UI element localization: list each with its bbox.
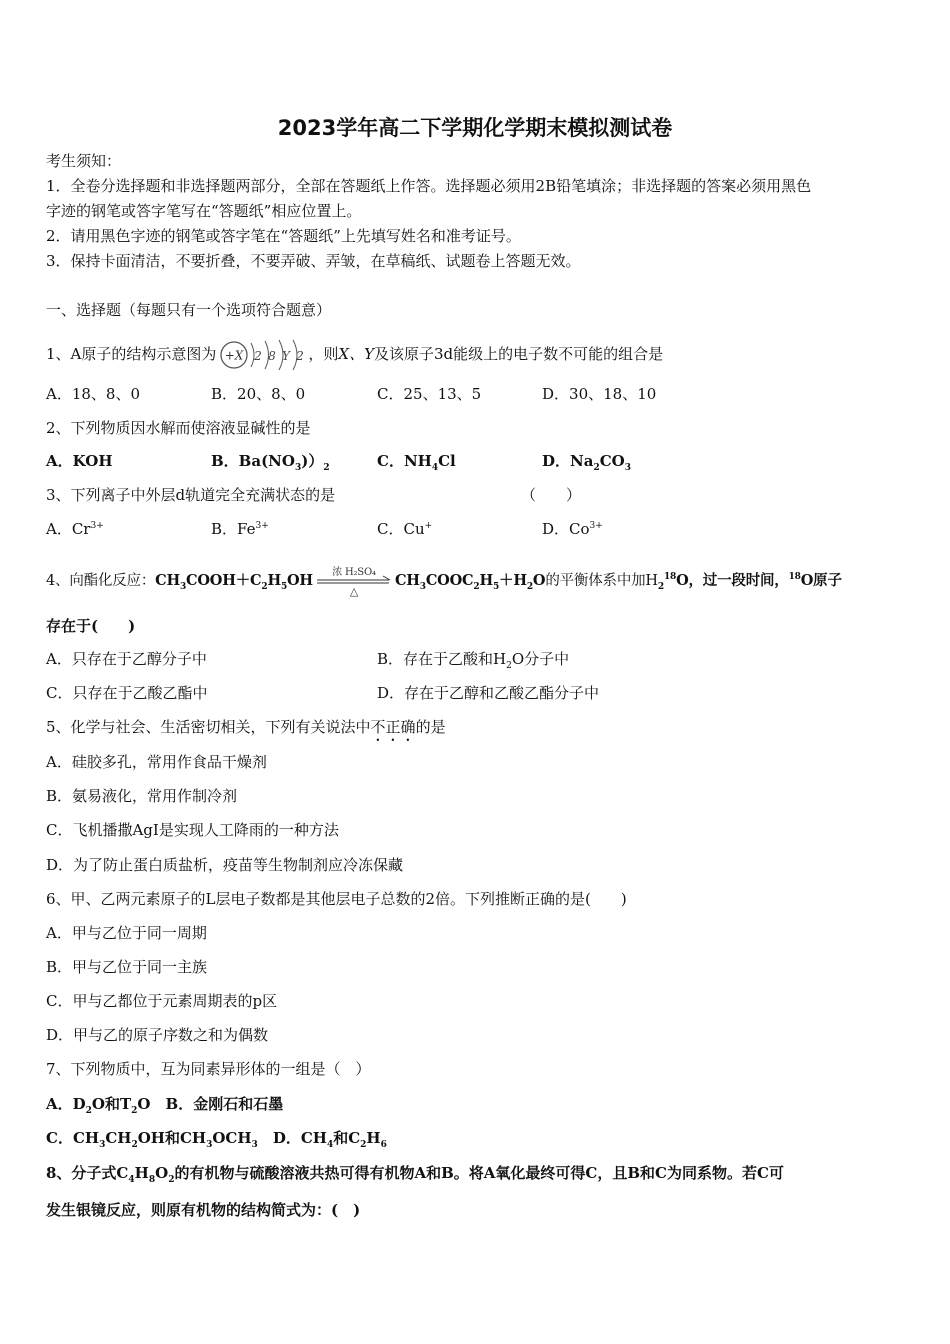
atomic-structure-diagram	[218, 338, 306, 372]
q3-option-d[interactable]: D．$Co^{3+}$	[542, 520, 603, 538]
question-1-stem	[46, 338, 663, 372]
notice-item-2: 2．请用黑色字迹的钢笔或答字笔在“答题纸”上先填写姓名和准考证号。	[46, 227, 521, 245]
emphasis-not-correct: 不正确	[370, 718, 416, 736]
q1-prefix: 1、A原子的结构示意图为	[46, 345, 217, 363]
nucleus-label: +X	[225, 348, 244, 363]
question-3-stem: 3、下列离子中外层d轨道完全充满状态的是	[46, 486, 336, 504]
q1-option-d[interactable]: D．30、18、10	[542, 385, 657, 403]
q1-option-a[interactable]: A．18、8、0	[46, 385, 141, 403]
q3-option-b[interactable]: B．$Fe^{3+}$	[211, 520, 269, 538]
q6-option-d[interactable]: D．甲与乙的原子序数之和为偶数	[46, 1026, 269, 1044]
section-heading: 一、选择题（每题只有一个选项符合题意）	[46, 301, 332, 319]
notice-item-1-cont: 字迹的钢笔或答字笔写在“答题纸”相应位置上。	[46, 202, 362, 220]
q5-option-c[interactable]: C．飞机播撒AgI是实现人工降雨的一种方法	[46, 821, 339, 839]
question-4-stem-cont: 存在于( )	[46, 617, 136, 635]
question-5-stem: 5、化学与社会、生活密切相关，下列有关说法中不正确的是	[46, 718, 446, 736]
q2-option-d[interactable]: D．$Na_2CO_3$	[542, 452, 631, 473]
notice-item-3: 3．保持卡面清洁，不要折叠，不要弄破、弄皱，在草稿纸、试题卷上答题无效。	[46, 252, 581, 270]
q2-option-a[interactable]: A．KOH	[46, 452, 113, 470]
q3-answer-paren: （ ）	[521, 486, 582, 504]
q4-option-d[interactable]: D．存在于乙醇和乙酸乙酯分子中	[377, 684, 600, 702]
q7-option-a[interactable]: A．$D_2O$和$T_2O$	[46, 1095, 151, 1116]
question-8-stem: 8、分子式$C_4H_8O_2$的有机物与硫酸溶液共热可得有机物A和B。将A氧化最终可得C，且B和C为同系物。若C可	[46, 1164, 784, 1185]
reaction-arrow	[315, 565, 393, 597]
q1-option-b[interactable]: B．20、8、0	[211, 385, 306, 403]
q3-option-c[interactable]: C．Cu+	[377, 520, 433, 538]
shell-2-count: 8	[268, 349, 277, 363]
q4-option-c[interactable]: C．只存在于乙酸乙酯中	[46, 684, 208, 702]
notice-item-1: 1．全卷分选择题和非选择题两部分，全部在答题纸上作答。选择题必须用2B铅笔填涂；非选择题的答案必须用黑色	[46, 177, 812, 195]
q5-option-b[interactable]: B．氨易液化，常用作制冷剂	[46, 787, 238, 805]
q5-option-d[interactable]: D．为了防止蛋白质盐析，疫苗等生物制剂应冷冻保藏	[46, 856, 404, 874]
question-8-stem-cont: 发生银镜反应，则原有机物的结构简式为：( )	[46, 1201, 361, 1219]
q4-option-a[interactable]: A．只存在于乙醇分子中	[46, 650, 207, 668]
q6-option-b[interactable]: B．甲与乙位于同一主族	[46, 958, 208, 976]
q2-option-c[interactable]: C．$NH_4Cl$	[377, 452, 456, 473]
q7-options-row-2	[46, 1128, 387, 1148]
q1-vars: X、Y	[338, 345, 374, 363]
q4-option-b[interactable]: B．存在于乙酸和$H_2O$分子中	[377, 650, 570, 671]
q1-option-c[interactable]: C．25、13、5	[377, 385, 482, 403]
shell-3-count: Y	[282, 349, 291, 363]
question-7-stem: 7、下列物质中，互为同素异形体的一组是（ ）	[46, 1060, 371, 1078]
reaction-condition-heat: △	[349, 585, 359, 597]
q2-option-b[interactable]: B．$Ba(NO_3))_2$	[211, 452, 330, 473]
page-title: 2023学年高二下学期化学期末模拟测试卷	[277, 116, 673, 140]
q5-option-a[interactable]: A．硅胶多孔，常用作食品干燥剂	[46, 753, 267, 771]
q7-options-row-1	[46, 1094, 283, 1114]
q1-suffix-a: ，则	[308, 345, 339, 363]
shell-1-count: 2	[254, 349, 263, 363]
q7-option-d[interactable]: D．$CH_4$和$C_2H_6$	[272, 1129, 387, 1150]
q7-option-c[interactable]: C．$CH_3CH_2OH$和$CH_3OCH_3$	[46, 1129, 258, 1150]
question-4-stem: 4、向酯化反应：$CH_3COOH+C_2H_5OH$ 浓 H₂SO₄ △ $CH_3COOC_2H_5+H_2O$的平衡体系中加$H_2^{18}O$，过一段时间，$^{18}$O原子	[46, 567, 842, 597]
q6-option-a[interactable]: A．甲与乙位于同一周期	[46, 924, 207, 942]
q6-option-c[interactable]: C．甲与乙都位于元素周期表的p区	[46, 992, 278, 1010]
question-2-stem: 2、下列物质因水解而使溶液显碱性的是	[46, 419, 311, 437]
reaction-condition-catalyst: 浓 H₂SO₄	[332, 567, 376, 578]
q7-option-b[interactable]: B．金刚石和石墨	[165, 1095, 284, 1113]
q3-option-a[interactable]: A．$Cr^{3+}$	[46, 520, 104, 538]
notice-heading: 考生须知：	[46, 152, 122, 170]
shell-4-count: 2	[296, 349, 305, 363]
question-6-stem: 6、甲、乙两元素原子的L层电子数都是其他层电子总数的2倍。下列推断正确的是( )	[46, 890, 627, 908]
q1-suffix-b: 及该原子3d能级上的电子数不可能的组合是	[374, 345, 664, 363]
